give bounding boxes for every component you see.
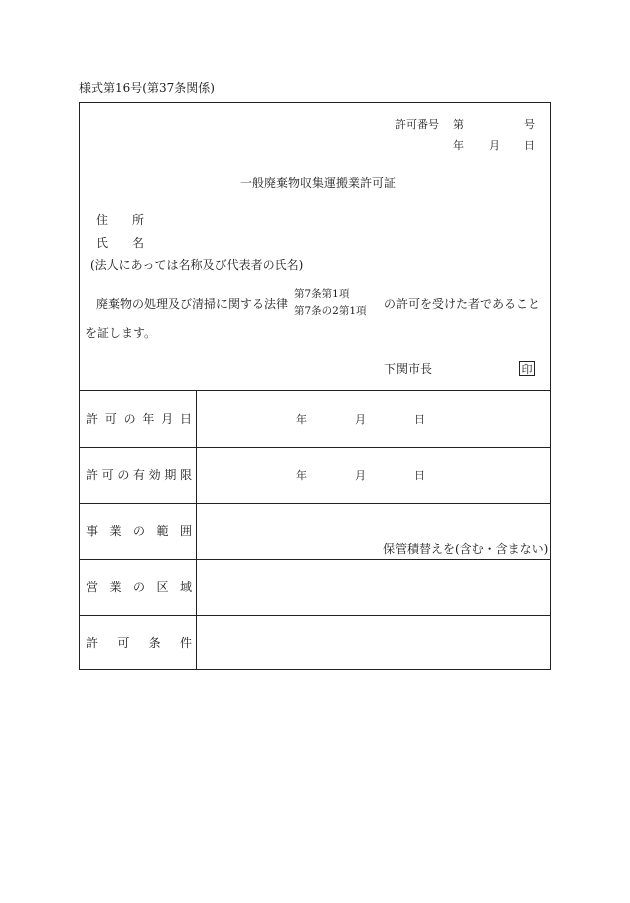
permit-number-label: 許可番号: [395, 118, 439, 131]
article-option-2: 第7条の2第1項: [294, 305, 367, 317]
details-table: [79, 390, 551, 670]
row-label-business-scope: 事業の範囲: [86, 524, 192, 538]
validity-year: 年: [296, 469, 307, 482]
issue-date-month: 月: [489, 139, 500, 152]
form-number: 様式第16号(第37条関係): [79, 81, 215, 95]
name-label: 氏 名: [96, 236, 145, 250]
statement-law: 廃棄物の処理及び清掃に関する法律: [96, 297, 289, 311]
address-label: 住 所: [96, 213, 145, 227]
issue-date-year: 年: [453, 139, 464, 152]
permit-number-suffix: 号: [524, 118, 535, 131]
row-separator: [80, 447, 550, 448]
issuer: 下関市長: [384, 362, 433, 376]
statement-continuation: を証します。: [85, 326, 157, 340]
permit-number-prefix: 第: [453, 118, 464, 131]
statement-end: の許可を受けた者であること: [384, 297, 541, 311]
row-label-permit-date: 許可の年月日: [86, 412, 192, 426]
row-separator: [80, 503, 550, 504]
row-separator: [80, 615, 550, 616]
validity-month: 月: [355, 469, 366, 482]
certificate-box: [79, 102, 551, 391]
row-label-business-area: 営業の区域: [86, 580, 192, 594]
row-separator: [80, 559, 550, 560]
seal-mark: 印: [519, 361, 535, 376]
permit-date-year: 年: [296, 413, 307, 426]
table-divider: [196, 391, 197, 669]
issue-date-day: 日: [524, 139, 535, 152]
permit-date-day: 日: [414, 413, 425, 426]
certificate-title: 一般廃棄物収集運搬業許可証: [240, 176, 397, 190]
storage-transfer-note: 保管積替えを(含む・含まない): [383, 542, 549, 556]
row-label-validity: 許可の有効期限: [86, 468, 192, 482]
corporation-note: (法人にあっては名称及び代表者の氏名): [90, 258, 304, 272]
article-option-1: 第7条第1項: [294, 288, 350, 300]
validity-day: 日: [414, 469, 425, 482]
permit-date-month: 月: [355, 413, 366, 426]
row-label-permit-conditions: 許可条件: [86, 636, 192, 650]
